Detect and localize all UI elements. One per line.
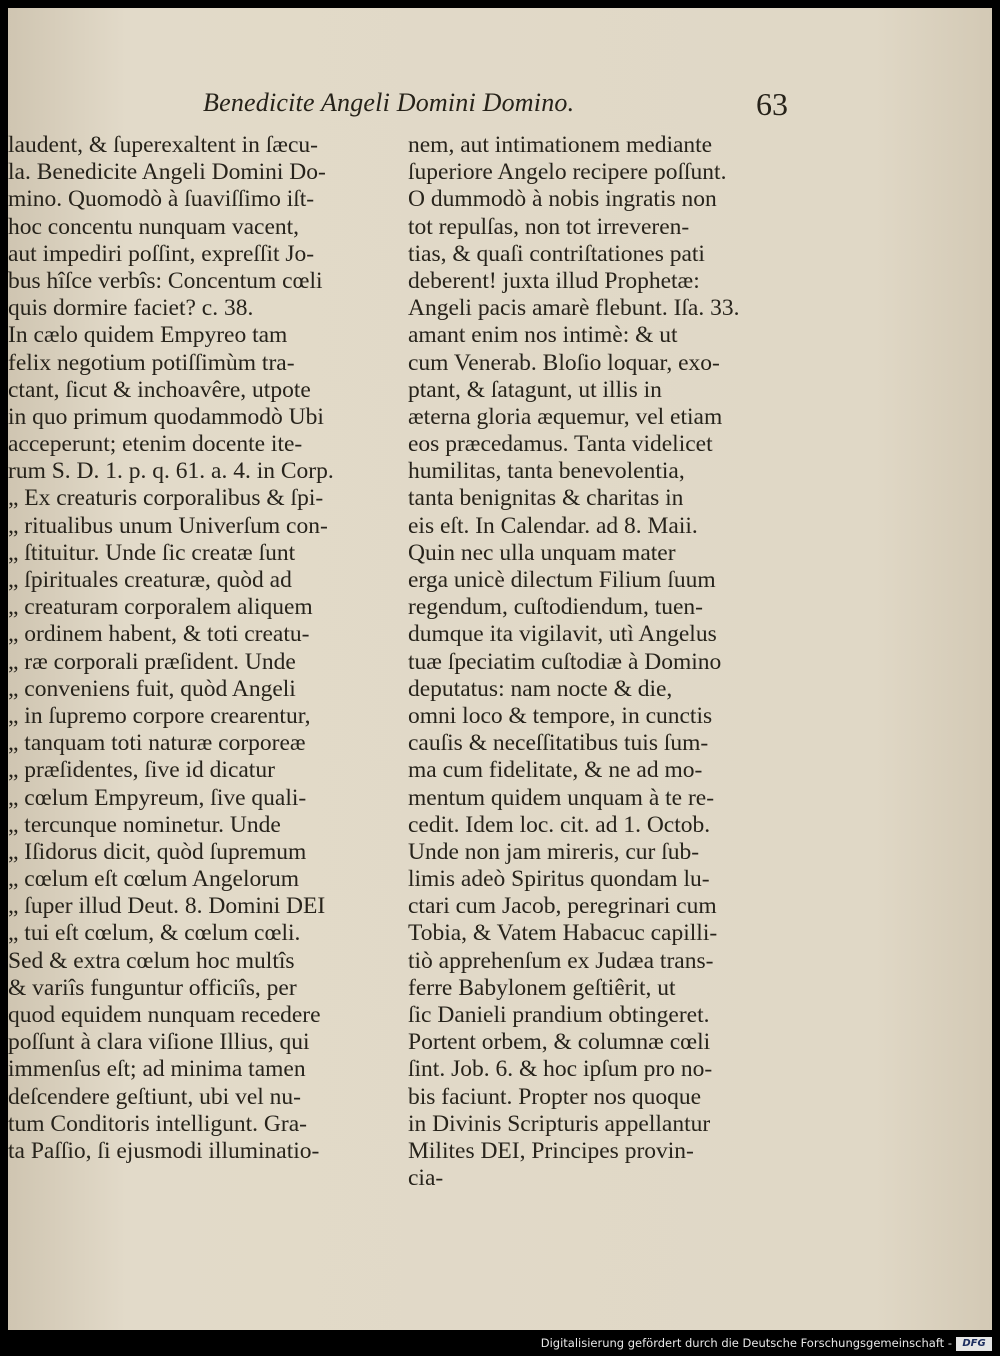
text-line: „ ſuper illud Deut. 8. Domini DEI [8, 893, 326, 920]
text-line: laudent, & ſuperexaltent in ſæcu- [8, 132, 318, 158]
text-line: „ tui eſt cœlum, & cœlum cœli. [8, 920, 301, 947]
text-line: erga unicè dilectum Filium ſuum [408, 567, 716, 593]
text-line: mino. Quomodò à ſuaviſſimo iſt- [8, 186, 315, 213]
text-line: tum Conditoris intelligunt. Gra- [8, 1110, 307, 1137]
text-line: tias, & quaſi contriſtationes pati [408, 240, 705, 267]
text-line: ctant, ſicut & inchoavêre, utpote [8, 376, 311, 403]
text-line: „ ritualibus unum Univerſum con- [8, 512, 328, 539]
text-line: cia- [408, 1165, 444, 1192]
text-line: „ ſtituitur. Unde ſic creatæ ſunt [8, 539, 296, 566]
text-line: deputatus: nam nocte & die, [408, 675, 673, 702]
text-line: cum Venerab. Bloſio loquar, exo- [408, 349, 720, 376]
text-line: ma cum fidelitate, & ne ad mo- [408, 757, 703, 784]
text-line: la. Benedicite Angeli Domini Do- [8, 159, 326, 186]
text-line: „ conveniens fuit, quòd Angeli [8, 675, 296, 702]
text-line: in Divinis Scripturis appellantur [408, 1110, 711, 1137]
text-line: „ ordinem habent, & toti creatu- [8, 621, 310, 648]
page-header [8, 88, 992, 124]
right-text-column [408, 132, 798, 1192]
text-line: tiò apprehenſum ex Judæa trans- [408, 947, 714, 974]
text-line: ta Paſſio, ſi ejusmodi illuminatio- [8, 1137, 320, 1164]
text-line: ſic Danieli prandium obtingeret. [408, 1002, 710, 1028]
text-line: ptant, & ſatagunt, ut illis in [408, 376, 662, 403]
text-line: nem, aut intimationem mediante [408, 132, 713, 158]
text-line: „ præſidentes, ſive id dicatur [8, 757, 275, 784]
text-line: Tobia, & Vatem Habacuc capilli- [408, 920, 718, 947]
text-line: O dummodò à nobis ingratis non [408, 186, 717, 213]
left-text-column [8, 132, 388, 1165]
dfg-logo: DFG [956, 1337, 992, 1351]
text-line: „ cœlum Empyreum, ſive quali- [8, 784, 307, 811]
text-line: rum S. D. 1. p. q. 61. a. 4. in Corp. [8, 458, 334, 485]
digitization-footer [0, 1335, 1000, 1356]
funding-credit: Digitalisierung gefördert durch die Deutsche Forschungsgemeinschaft - [540, 1336, 952, 1350]
text-line: Portent orbem, & columnæ cœli [408, 1029, 711, 1056]
text-line: tot repulſas, non tot irreveren- [408, 213, 690, 240]
text-line: mentum quidem unquam à te re- [408, 784, 715, 811]
text-line: „ tercunque nominetur. Unde [8, 811, 281, 838]
text-line: Quin nec ulla unquam mater [408, 539, 676, 566]
text-line: ferre Babylonem geſtiêrit, ut [408, 974, 676, 1001]
text-line: cauſis & neceſſitatibus tuis ſum- [408, 730, 709, 757]
text-line: in quo primum quodammodò Ubi [8, 403, 324, 430]
text-line: „ in ſupremo corpore crearentur, [8, 702, 311, 729]
text-line: quis dormire faciet? c. 38. [8, 295, 254, 322]
text-line: „ tanquam toti naturæ corporeæ [8, 730, 306, 757]
text-line: Sed & extra cœlum hoc multîs [8, 947, 295, 974]
text-line: „ Iſidorus dicit, quòd ſupremum [8, 838, 307, 865]
text-line: Milites DEI, Principes provin- [408, 1137, 694, 1164]
text-line: felix negotium potiſſimùm tra- [8, 349, 295, 376]
text-line: hoc concentu nunquam vacent, [8, 213, 300, 240]
text-line: bus hîſce verbîs: Concentum cœli [8, 267, 323, 294]
text-line: deberent! juxta illud Prophetæ: [408, 267, 700, 294]
text-line: „ Ex creaturis corporalibus & ſpi- [8, 485, 324, 512]
text-line: & variîs funguntur officiîs, per [8, 974, 297, 1001]
text-line: ſuperiore Angelo recipere poſſunt. [408, 159, 727, 186]
text-line: humilitas, tanta benevolentia, [408, 458, 685, 485]
text-line: deſcendere geſtiunt, ubi vel nu- [8, 1083, 301, 1110]
text-line: dumque ita vigilavit, utì Angelus [408, 621, 717, 648]
text-line: quod equidem nunquam recedere [8, 1002, 321, 1028]
text-line: cedit. Idem loc. cit. ad 1. Octob. [408, 811, 711, 838]
page-number: 63 [756, 86, 788, 122]
running-title: Benedicite Angeli Domini Domino. [203, 88, 575, 117]
text-line: „ creaturam corporalem aliquem [8, 594, 313, 621]
text-line: ctari cum Jacob, peregrinari cum [408, 893, 717, 920]
text-line: omni loco & tempore, in cunctis [408, 702, 713, 729]
text-line: tuæ ſpeciatim cuſtodiæ à Domino [408, 648, 722, 675]
text-line: „ ræ corporali præſident. Unde [8, 648, 296, 675]
text-line: tanta benignitas & charitas in [408, 485, 684, 512]
text-line: Unde non jam mireris, cur ſub- [408, 838, 700, 865]
text-line: eos præcedamus. Tanta videlicet [408, 431, 713, 458]
text-line: „ ſpirituales creaturæ, quòd ad [8, 567, 292, 593]
text-line: bis faciunt. Propter nos quoque [408, 1083, 702, 1110]
text-line: poſſunt à clara viſione Illius, qui [8, 1029, 310, 1056]
text-line: eis eſt. In Calendar. ad 8. Maii. [408, 512, 698, 539]
text-line: æterna gloria æquemur, vel etiam [408, 403, 723, 430]
text-line: acceperunt; etenim docente ite- [8, 431, 303, 458]
text-line: immenſus eſt; ad minima tamen [8, 1056, 306, 1083]
text-line: limis adeò Spiritus quondam lu- [408, 866, 710, 893]
book-page [8, 8, 992, 1330]
text-line: aut impediri poſſint, expreſſit Jo- [8, 240, 315, 267]
text-line: ſint. Job. 6. & hoc ipſum pro no- [408, 1056, 713, 1083]
text-line: „ cœlum eſt cœlum Angelorum [8, 866, 300, 893]
text-line: Angeli pacis amarè flebunt. Iſa. 33. [408, 295, 740, 322]
text-line: amant enim nos intimè: & ut [408, 322, 678, 349]
text-line: In cælo quidem Empyreo tam [8, 322, 288, 349]
text-line: regendum, cuſtodiendum, tuen- [408, 594, 703, 621]
